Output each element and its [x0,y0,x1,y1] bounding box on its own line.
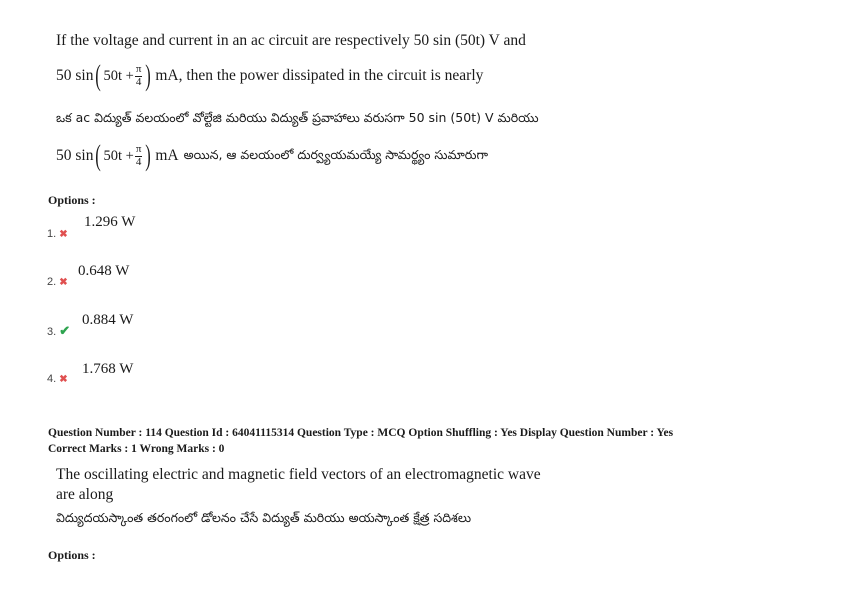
option-4-number [47,373,68,385]
math-expression: ( 50t + $\frac{\pi}{4}$ ) [95,59,152,92]
math-expr-text-te: 50t + [103,147,134,164]
option-2-number [47,276,68,288]
next-question-telugu-line-1: విద్యుదయస్కాంత తరంగంలో డోలనం చేసే విద్యుత్ మరియు అయస్కాంత క్షేత్ర సదిశలు [56,510,472,525]
option-2-index: 2. [47,276,57,288]
fraction-denominator: 4 [135,75,142,88]
unit-ma: mA [155,147,179,164]
option-1-index: 1. [47,228,57,240]
wrong-cross-icon: ✖ [59,277,68,288]
option-3-index: 3. [47,326,57,338]
math-prefix: 50 sin [56,67,94,84]
question-telugu-line-2-suffix: అయిన, ఆ వలయంలో దుర్వ్యయమయ్యే సామర్థ్యం సుమారుగా [183,146,488,162]
option-4-index: 4. [47,373,57,385]
question-english-line-1: If the voltage and current in an ac circuit are respectively 50 sin (50t) V and [56,32,526,49]
fraction-denominator-te: 4 [135,155,142,168]
option-2-value: 0.648 W [78,263,130,279]
wrong-cross-icon: ✖ [59,229,68,240]
question-meta-line-2: Correct Marks : 1 Wrong Marks : 0 [48,443,225,455]
wrong-cross-icon: ✖ [59,374,68,385]
question-english-line-2 [56,61,483,91]
question-telugu-line-2 [56,141,488,171]
question-english-line-2-suffix: mA, then the power dissipated in the circuit is nearly [155,67,484,84]
fraction [135,64,143,88]
next-question-english-line-2: are along [56,486,114,503]
question-telugu-line-1: ఒక ac విద్యుత్ వలయంలో వోల్టేజి మరియు విద్యుత్ ప్రవాహాలు వరుసగా 50 sin (50t) V మరియు [56,110,539,125]
option-4-value: 1.768 W [82,361,134,377]
option-1-number [47,228,68,240]
next-question-english-line-1: The oscillating electric and magnetic field vectors of an electromagnetic wave [56,466,541,483]
fraction-numerator: π [135,62,142,75]
fraction-numerator-te: π [135,142,142,155]
math-expr-text: 50t + [103,67,134,84]
math-expression-te: ( 50t + $\frac{\pi}{4}$ ) [95,139,152,172]
fraction-te [135,144,143,168]
correct-check-icon: ✔ [59,323,71,338]
question-meta-line-1: Question Number : 114 Question Id : 64041115314 Question Type : MCQ Option Shuffling : Yes Display Question Number : Yes [48,427,674,439]
option-3-number [47,323,70,339]
options-label: Options : [48,193,96,207]
option-3-value: 0.884 W [82,312,134,328]
math-prefix-te: 50 sin [56,147,94,164]
next-options-label: Options : [48,548,96,562]
option-1-value: 1.296 W [84,214,136,230]
